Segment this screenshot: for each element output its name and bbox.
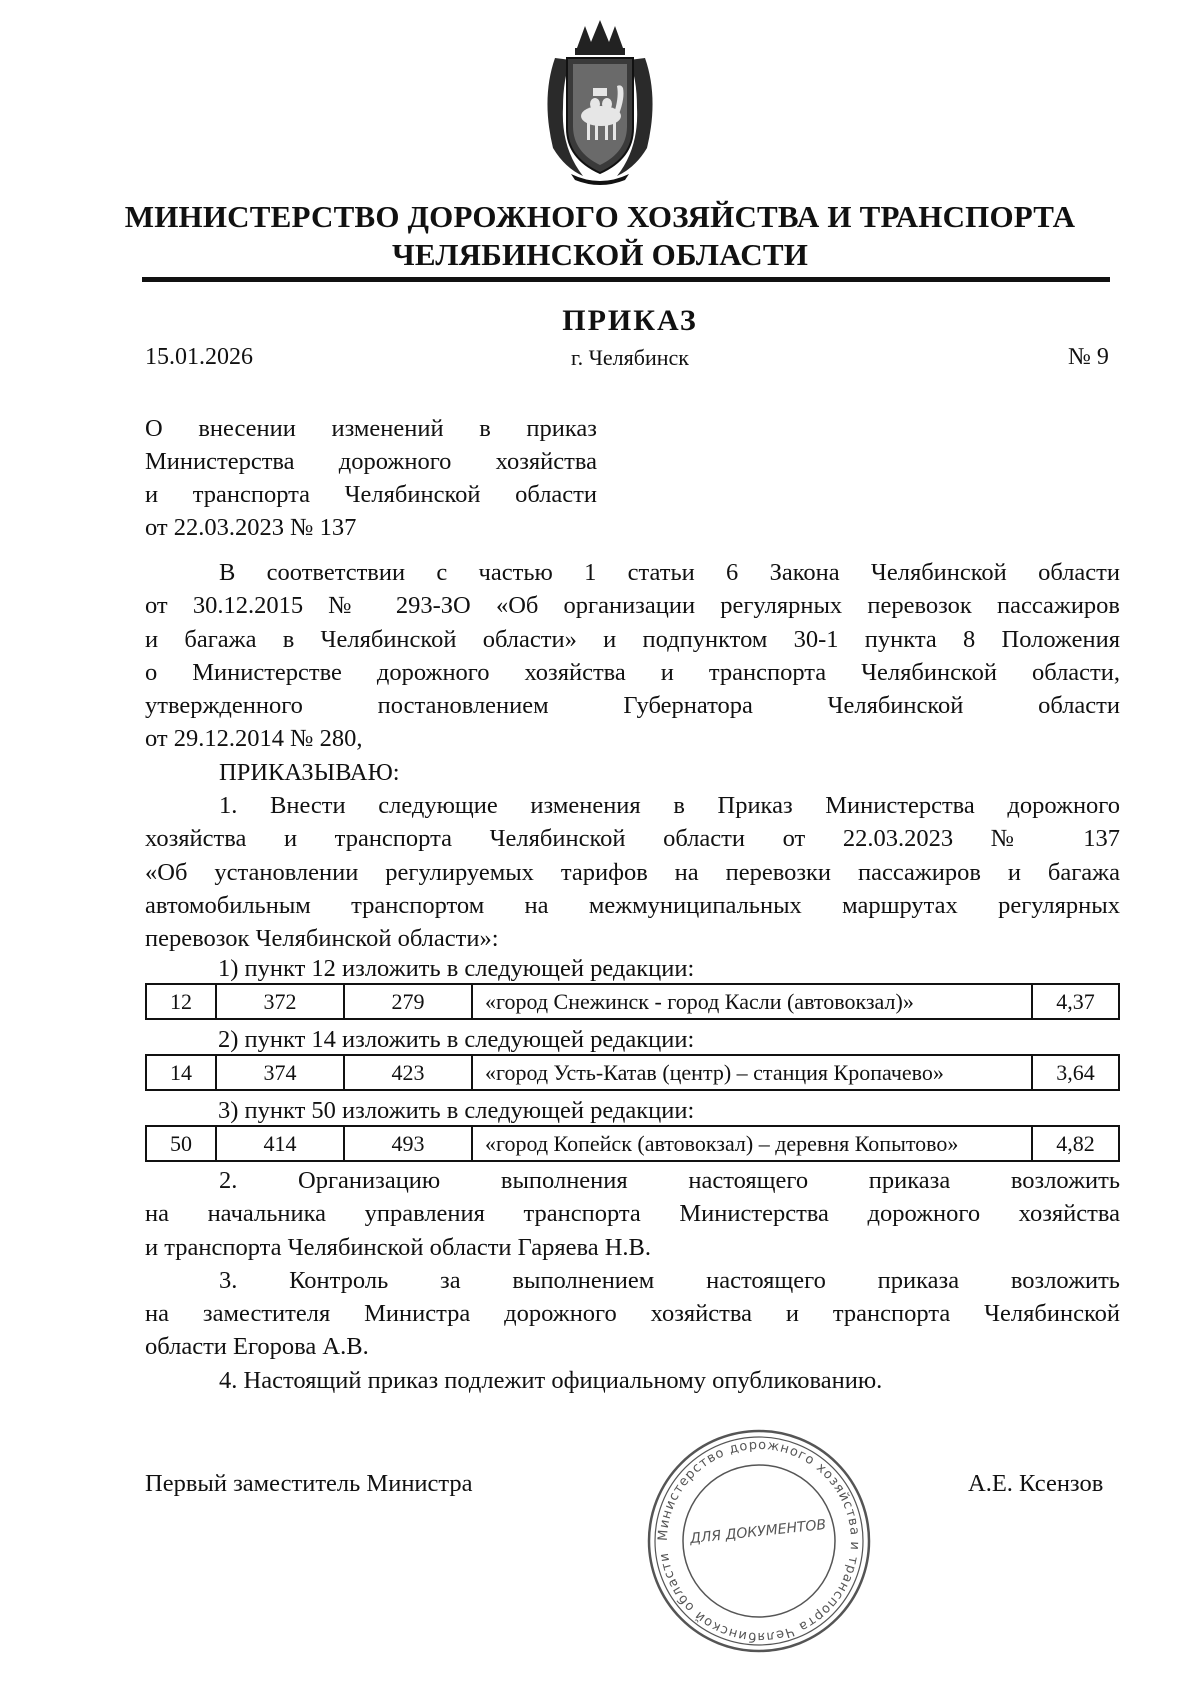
tariff-cell-route: «город Снежинск - город Касли (автовокзал)» [473,985,1033,1018]
tariff-cell-code2: 423 [345,1056,473,1089]
order-number: № 9 [1068,344,1109,370]
doc-type-title: ПРИКАЗ [562,304,698,337]
order-date: 15.01.2026 [145,344,253,370]
items-2-4 [145,1164,1120,1397]
amendment-label: 1) пункт 12 изложить в следующей редакции: [218,955,695,982]
item1-line: автомобильным транспортом на межмуниципальных маршрутах регулярных [145,891,1120,919]
tariff-table-row [145,1054,1120,1091]
item1-line: хозяйства и транспорта Челябинской области от 22.03.2023 № 137 [145,825,1120,853]
stamp-center-text: ДЛЯ ДОКУМЕНТОВ [689,1516,827,1548]
preamble-line: В соответствии с частью 1 статьи 6 Закона Челябинской области [219,559,1120,586]
tariff-table-row [145,983,1120,1020]
item2-line: 2. Организацию выполнения настоящего приказа возложить [219,1167,1120,1194]
ministry-name-line2: ЧЕЛЯБИНСКОЙ ОБЛАСТИ [391,237,809,272]
tariff-cell-num: 14 [147,1056,217,1089]
item2-line: и транспорта Челябинской области Гаряева Н.В. [145,1233,652,1261]
preamble-line: утвержденного постановлением Губернатора Челябинской области [145,692,1120,720]
item1-line: перевозок Челябинской области»: [145,925,499,953]
order-subject [145,412,597,544]
tariff-cell-code1: 414 [217,1127,345,1160]
tariff-cell-code1: 372 [217,985,345,1018]
item1-line: 1. Внести следующие изменения в Приказ Министерства дорожного [219,792,1120,820]
tariff-cell-route: «город Копейск (автовокзал) – деревня Копытово» [473,1127,1033,1160]
tariff-cell-num: 50 [147,1127,217,1160]
tariff-cell-tariff: 4,37 [1056,988,1095,1014]
tariff-table-row [145,1125,1120,1162]
subject-line: и транспорта Челябинской области [145,481,597,508]
subject-line: Министерства дорожного хозяйства [145,448,597,475]
signer-name: А.Е. Ксензов [968,1470,1104,1497]
item4-line: 4. Настоящий приказ подлежит официальному опубликованию. [219,1366,883,1394]
tariff-cell-num: 12 [147,985,217,1018]
preamble-line: и багажа в Челябинской области» и подпунктом 30-1 пункта 8 Положения [145,625,1120,653]
official-stamp [644,1426,874,1656]
tariff-cell-code2: 279 [345,985,473,1018]
subject-line: от 22.03.2023 № 137 [145,514,357,541]
item1-line: «Об установлении регулируемых тарифов на перевозки пассажиров и багажа [145,858,1120,886]
svg-text:Министерство дорожного хозяйст [656,1438,862,1644]
item2-line: на начальника управления транспорта Министерства дорожного хозяйства [145,1200,1120,1228]
preamble-line: от 29.12.2014 № 280, [145,725,363,753]
header-divider [142,277,1110,282]
amendment-label: 3) пункт 50 изложить в следующей редакции: [218,1097,695,1124]
amendment-label: 2) пункт 14 изложить в следующей редакции: [218,1026,695,1053]
stamp-outer-text: Министерство дорожного хозяйства и транспорта Челябинской области [655,1437,863,1645]
signer-position: Первый заместитель Министра [145,1470,473,1497]
tariff-cell-tariff: 4,82 [1056,1130,1095,1156]
item3-line: на заместителя Министра дорожного хозяйства и транспорта Челябинской [145,1300,1120,1328]
tariff-cell-tariff: 3,64 [1056,1059,1095,1085]
order-word: ПРИКАЗЫВАЮ: [219,758,400,786]
tariff-cell-code2: 493 [345,1127,473,1160]
tariff-cell-route: «город Усть-Катав (центр) – станция Кропачево» [473,1056,1033,1089]
tariff-cell-code1: 374 [217,1056,345,1089]
preamble [145,556,1120,956]
order-city: г. Челябинск [571,345,689,370]
item3-line: 3. Контроль за выполнением настоящего приказа возложить [219,1266,1120,1294]
ministry-name [120,198,1080,274]
ministry-name-line1: МИНИСТЕРСТВО ДОРОЖНОГО ХОЗЯЙСТВА И ТРАНСПОРТА [124,199,1076,234]
coat-of-arms-emblem [535,18,665,186]
item3-line: области Егорова А.В. [145,1333,369,1361]
preamble-line: о Министерстве дорожного хозяйства и транспорта Челябинской области, [145,658,1120,686]
subject-line: О внесении изменений в приказ [145,415,597,442]
preamble-line: от 30.12.2015 № 293-ЗО «Об организации регулярных перевозок пассажиров [145,592,1120,620]
